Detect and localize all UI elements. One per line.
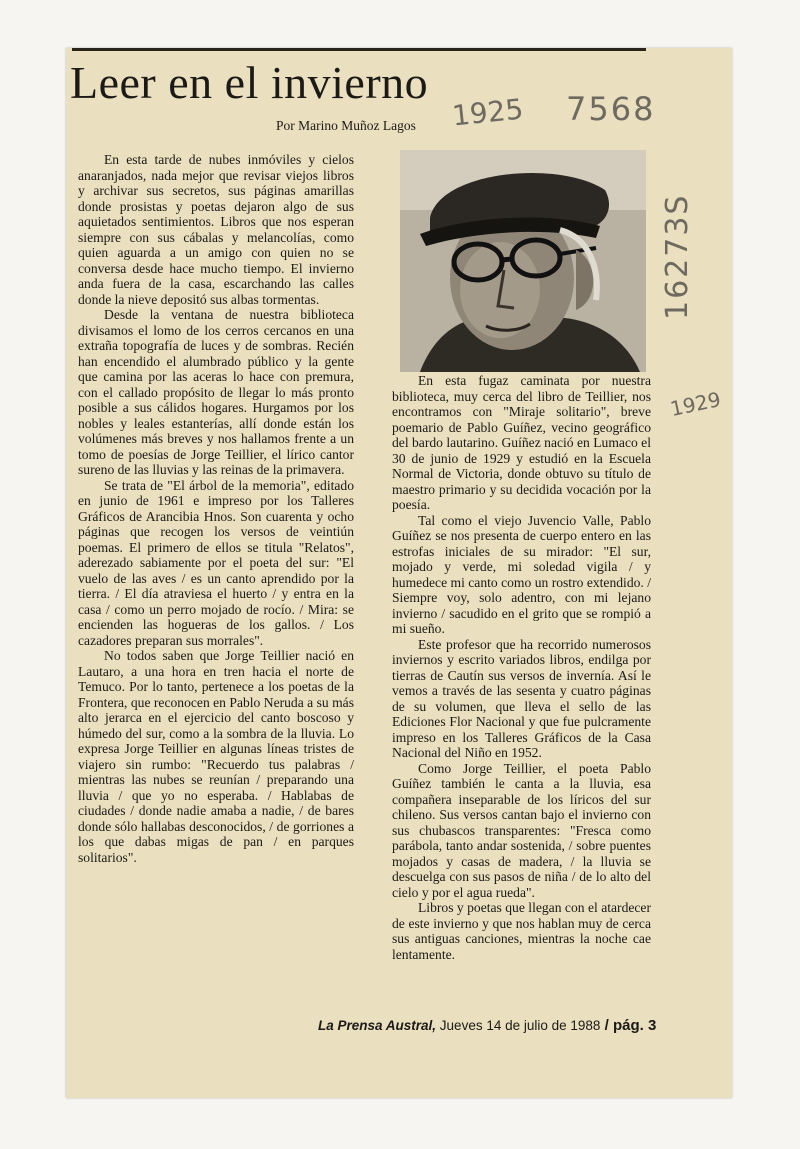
article-byline: Por Marino Muñoz Lagos xyxy=(276,118,416,133)
article-paragraph: Libros y poetas que llegan con el atardecer de este invierno y que nos hablan muy de cerca sus antiguas canciones, mientras la noche cae lentamente. xyxy=(392,900,651,962)
handwritten-note-birth-year: 1929 xyxy=(668,386,723,422)
page-number: pág. 3 xyxy=(612,1017,657,1034)
article-column-left xyxy=(78,152,354,865)
article-paragraph: En esta fugaz caminata por nuestra biblioteca, muy cerca del libro de Teillier, nos encontramos con "Miraje solitario", breve poemario de Pablo Guíñez, vecino geográfico del bardo lautarino. Guíñez nació en Lumaco el 30 de junio de 1929 y estudió en la Escuela Normal de Victoria, donde obtuvo su título de maestro primario y su decidida vocación por la poesía. xyxy=(392,373,651,512)
publication-name: La Prensa Austral, xyxy=(318,1018,437,1033)
author-portrait-photo xyxy=(400,150,646,372)
handwritten-note-number: 7568 xyxy=(566,90,656,128)
article-paragraph: Este profesor que ha recorrido numerosos inviernos y escrito variados libros, endilga por tierras de Cautín sus versos de invernía. Así le vemos a través de las sesenta y cuatro páginas de su volumen, que lleva el sello de las Ediciones Flor Nacional y que fue pulcramente impreso en los Talleres Gráficos de la Casa Nacional del Niño en 1952. xyxy=(392,636,651,760)
article-paragraph: Tal como el viejo Juvencio Valle, Pablo Guíñez se nos presenta de cuerpo entero en las estrofas iniciales de su mirador: "El sur, mojado y verde, mi soledad vigila / y humedece mi canto como un rostro extendido. / Siempre voy, solo adentro, con mi lejano invierno / sacudido en el grito que se rompió a mi sueño. xyxy=(392,512,651,636)
portrait-illustration xyxy=(400,150,646,372)
publication-date: Jueves 14 de julio de 1988 xyxy=(436,1018,601,1033)
footer-separator: / xyxy=(600,1017,613,1034)
handwritten-note-year: 1925 xyxy=(450,92,525,133)
article-paragraph: Se trata de "El árbol de la memoria", editado en junio de 1961 e impreso por los Talleres Gráficos de Arancibia Hnos. Son cuarenta y ocho páginas que recogen los versos de veintiún poemas. El primero de ellos se titula "Relatos", aderezado sabiamente por el poeta del sur: "El vuelo de las aves / es un canto aprendido por la tierra. / El día atraviesa el huerto / y entra en la casa / como un perro mojado de rocío. / Mira: se encienden las hogueras de los gallos. / Los cazadores preparan sus morrales". xyxy=(78,477,354,648)
article-paragraph: Desde la ventana de nuestra biblioteca divisamos el lomo de los cerros cercanos en una extraña topografía de luces y de sombras. Recién han encendido el alumbrado público y la gente que camina por las aceras lo hace con premura, con el callado propósito de llegar lo más pronto posible a sus cálidos hogares. Hurgamos por los nobles y leales estanterías, allí donde están los volúmenes más breves y nos hallamos frente a un tomo de poesías de Jorge Teillier, el lírico cantor sureno de las lluvias y las reinas de la primavera. xyxy=(78,307,354,477)
article-paragraph: Como Jorge Teillier, el poeta Pablo Guíñez también le canta a la lluvia, esa compañera inseparable de los líricos del sur chileno. Sus versos cantan bajo el invierno con sus chubascos transparentes: "Fresca como parábola, tanto andar sostenida, / sobre puentes mojados y casas de madera, / la lluvia se descuelga con sus pasos de niña / de lo alto del cielo y por el agua rueda". xyxy=(392,760,651,900)
article-column-right xyxy=(392,373,651,962)
article-paragraph: En esta tarde de nubes inmóviles y cielos anaranjados, nada mejor que revisar viejos libros y archivar sus secretos, sus páginas amarillas donde prosistas y poetas dejaron algo de sus aquietados sentimientos. Libros que nos esperan siempre con sus cábalas y melancolías, como quien aguarda a un amigo con quien no se conversa desde hace mucho tiempo. El invierno anda fuera de la casa, escarchando las calles donde la nieve depositó sus albas tormentas. xyxy=(78,152,354,307)
handwritten-note-catalog: 16273S xyxy=(660,193,695,320)
publication-footer xyxy=(318,1017,656,1034)
article-title: Leer en el invierno xyxy=(70,57,429,108)
top-rule xyxy=(72,48,646,51)
article-paragraph: No todos saben que Jorge Teillier nació en Lautaro, a una hora en tren hacia el norte de Temuco. Por lo tanto, pertenece a los poetas de la Frontera, que reconocen en Pablo Neruda a su más alto jerarca en el ejercicio del canto boscoso y húmedo del sur, como a la sombra de la lluvia. Lo expresa Jorge Teillier en algunas líneas tristes de viajero sin rumbo: "Recuerdo tus palabras / mientras las nubes se reunían / preparando una lluvia / que yo no esperaba. / Hablabas de ciudades / donde nadie amaba a nadie, / de bares donde sólo hallabas desconocidos, / de gorriones a los que dabas migas de pan / en parques solitarios". xyxy=(78,648,354,865)
